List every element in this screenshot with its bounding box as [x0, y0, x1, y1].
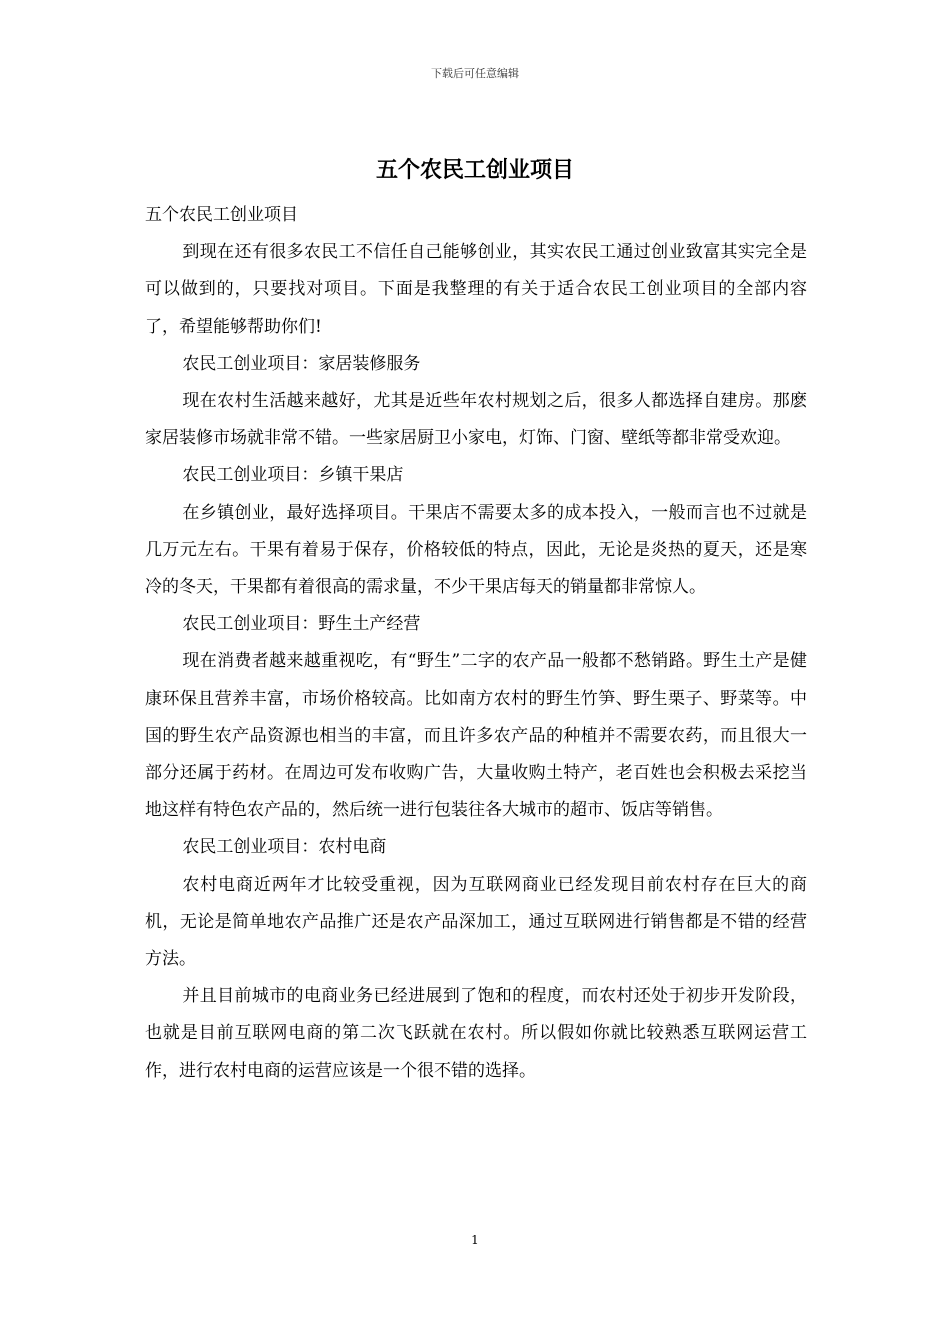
section-heading-dried-fruit-shop: 农民工创业项目：乡镇干果店	[182, 465, 404, 486]
document-body	[145, 197, 807, 1090]
paragraph-home-decoration: 现在农村生活越来越好，尤其是近些年农村规划之后，很多人都选择自建房。那麽家居装修市场就非常不错。一些家居厨卫小家电，灯饰、门窗、壁纸等都非常受欢迎。	[145, 391, 807, 449]
page-header-note: 下载后可任意编辑	[431, 67, 519, 80]
page-number: 1	[471, 1233, 479, 1247]
paragraph-wild-produce: 现在消费者越来越重视吃，有“野生”二字的农产品一般都不愁销路。野生土产是健康环保且营养丰富，市场价格较高。比如南方农村的野生竹笋、野生栗子、野菜等。中国的野生农产品资源也相当的丰富，而且许多农产品的种植并不需要农药，而且很大一部分还属于药材。在周边可发布收购广告，大量收购土特产，老百姓也会积极去采挖当地这样有特色农产品的，然后统一进行包装往各大城市的超市、饭店等销售。	[145, 651, 807, 821]
paragraph-intro: 到现在还有很多农民工不信任自己能够创业，其实农民工通过创业致富其实完全是可以做到的，只要找对项目。下面是我整理的有关于适合农民工创业项目的全部内容了，希望能够帮助你们!	[145, 242, 807, 337]
document-subtitle: 五个农民工创业项目	[145, 205, 298, 225]
paragraph-dried-fruit-shop: 在乡镇创业，最好选择项目。干果店不需要太多的成本投入，一般而言也不过就是几万元左右。干果有着易于保存，价格较低的特点，因此，无论是炎热的夏天，还是寒冷的冬天，干果都有着很高的需求量，不少干果店每天的销量都非常惊人。	[145, 502, 807, 598]
section-heading-wild-produce: 农民工创业项目：野生土产经营	[182, 614, 421, 635]
paragraph-rural-ecommerce-continued: 并且目前城市的电商业务已经进展到了饱和的程度，而农村还处于初步开发阶段，也就是目前互联网电商的第二次飞跃就在农村。所以假如你就比较熟悉互联网运营工作，进行农村电商的运营应该是一个很不错的选择。	[145, 986, 807, 1081]
section-heading-home-decoration: 农民工创业项目：家居装修服务	[182, 353, 421, 374]
section-heading-rural-ecommerce: 农民工创业项目：农村电商	[182, 837, 387, 858]
paragraph-rural-ecommerce: 农村电商近两年才比较受重视，因为互联网商业已经发现目前农村存在巨大的商机，无论是简单地农产品推广还是农产品深加工，通过互联网进行销售都是不错的经营方法。	[145, 874, 807, 970]
document-title: 五个农民工创业项目	[375, 157, 574, 183]
